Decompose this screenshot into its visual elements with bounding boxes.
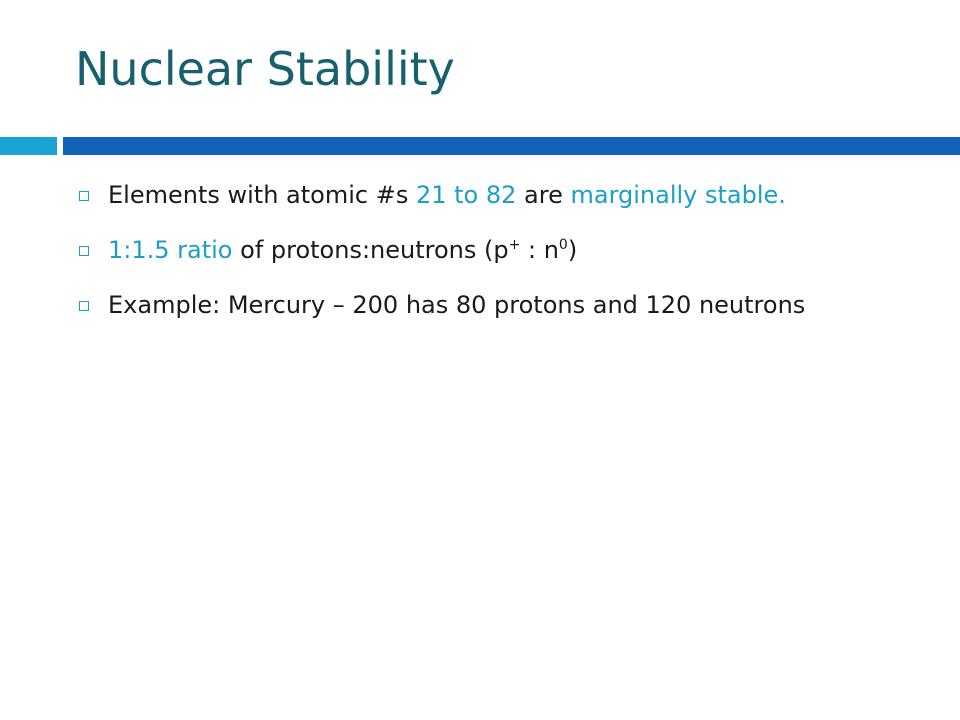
bullet-text: are <box>516 181 571 209</box>
bullet-text: : n <box>520 236 559 264</box>
bullet-text: of protons:neutrons (p <box>232 236 509 264</box>
title-accent-bar-left <box>0 137 57 155</box>
bullet-ratio <box>75 231 875 270</box>
square-bullet-icon <box>79 246 89 256</box>
bullet-highlight: 21 to 82 <box>415 181 517 209</box>
bullet-highlight: 1:1.5 ratio <box>108 236 233 264</box>
superscript-zero: 0 <box>558 237 568 253</box>
bullet-atomic-numbers <box>75 176 875 215</box>
slide-title: Nuclear Stability <box>75 42 455 96</box>
bullet-text: ) <box>567 236 578 264</box>
bullet-list <box>75 176 875 341</box>
superscript-plus: + <box>508 237 521 253</box>
bullet-text: Elements with atomic #s <box>108 181 416 209</box>
bullet-example <box>75 286 875 325</box>
bullet-text: Example: Mercury – 200 has 80 protons and 120 neutrons <box>108 291 806 319</box>
square-bullet-icon <box>79 301 89 311</box>
bullet-highlight: marginally stable. <box>570 181 786 209</box>
square-bullet-icon <box>79 191 89 201</box>
title-accent-bar-right <box>63 137 960 155</box>
